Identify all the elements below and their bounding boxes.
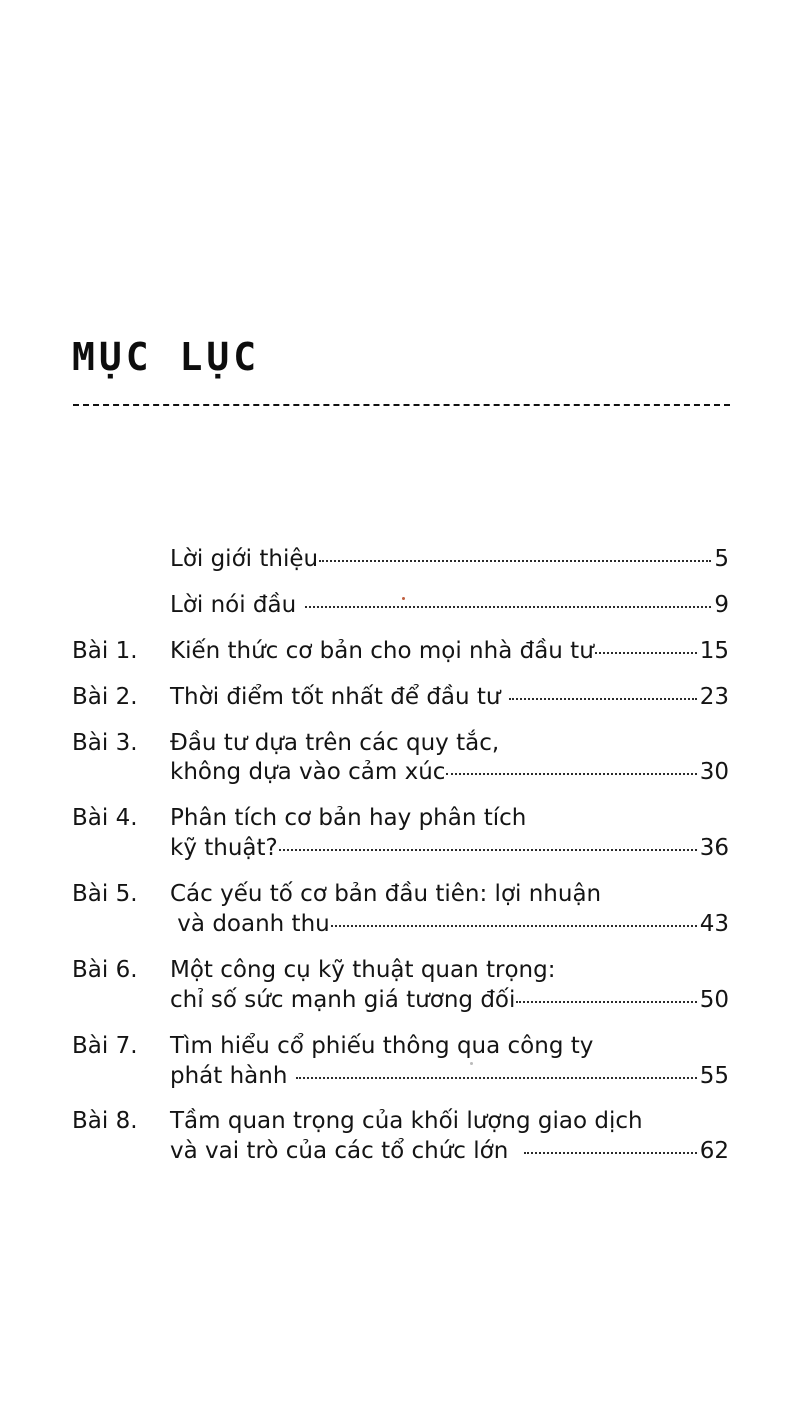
toc-entry-title: Phân tích cơ bản hay phân tích xyxy=(170,805,527,832)
toc-entry[interactable] xyxy=(72,956,729,1016)
toc-leader-dots xyxy=(279,849,697,851)
toc-entry-line xyxy=(170,1062,729,1092)
toc-leader-dots xyxy=(524,1152,697,1154)
toc-page-number: 36 xyxy=(699,835,729,862)
toc-entry-number: Bài 6. xyxy=(72,956,138,983)
toc-entry-line xyxy=(170,637,729,667)
toc-entry-line xyxy=(170,545,729,575)
toc-entry-title: không dựa vào cảm xúc xyxy=(170,759,446,786)
toc-entry-title: Tầm quan trọng của khối lượng giao dịch xyxy=(170,1108,643,1135)
toc-page-number: 62 xyxy=(699,1138,729,1165)
toc-entry-body xyxy=(170,729,729,789)
toc-entry-line xyxy=(170,880,729,910)
toc-entry-title: Thời điểm tốt nhất để đầu tư xyxy=(170,683,508,710)
toc-entry-body xyxy=(170,545,729,575)
scan-speck xyxy=(470,1062,473,1065)
toc-entry-line xyxy=(170,804,729,834)
toc-entry[interactable] xyxy=(72,1107,729,1167)
toc-leader-dots xyxy=(331,925,697,927)
toc-entry-title: Một công cụ kỹ thuật quan trọng: xyxy=(170,956,556,983)
toc-entry-line xyxy=(170,591,729,621)
toc-entry-number: Bài 1. xyxy=(72,637,138,664)
scan-speck xyxy=(402,597,405,600)
toc-entry-title: chỉ số sức mạnh giá tương đối xyxy=(170,986,516,1013)
toc-entry-body xyxy=(170,683,729,713)
toc-entry-title: Đầu tư dựa trên các quy tắc, xyxy=(170,729,500,756)
toc-leader-dots xyxy=(595,652,697,654)
toc-entry-line xyxy=(170,758,729,788)
toc-entry-line xyxy=(170,729,729,759)
toc-entry-line xyxy=(170,834,729,864)
toc-entry-number: Bài 5. xyxy=(72,881,138,908)
toc-entry-title: và vai trò của các tổ chức lớn xyxy=(170,1138,523,1165)
toc-entry-line xyxy=(170,1137,729,1167)
toc-leader-dots xyxy=(516,1001,696,1003)
toc-page-number: 23 xyxy=(699,683,729,710)
title-divider xyxy=(73,404,730,406)
toc-entry[interactable] xyxy=(72,804,729,864)
toc-page-number: 5 xyxy=(714,546,729,572)
toc-entry[interactable] xyxy=(72,637,729,667)
toc-page-number: 15 xyxy=(699,637,729,664)
toc-leader-dots xyxy=(319,560,711,562)
toc-entry-body xyxy=(170,956,729,1016)
toc-entry-body xyxy=(170,1107,729,1167)
toc-entry-number: Bài 7. xyxy=(72,1032,138,1059)
toc-page-number: 43 xyxy=(699,911,729,938)
toc-page-number: 9 xyxy=(714,591,729,618)
toc-entry-title: phát hành xyxy=(170,1062,295,1089)
toc-entry[interactable] xyxy=(72,729,729,789)
toc-leader-dots xyxy=(446,773,696,775)
toc-entry-title: Lời nói đầu xyxy=(170,591,304,618)
toc-leader-dots xyxy=(509,698,697,700)
toc-entry-body xyxy=(170,880,729,940)
toc-entry-title: Các yếu tố cơ bản đầu tiên: lợi nhuận xyxy=(170,881,602,908)
toc-entry-number: Bài 4. xyxy=(72,805,138,832)
toc-entry-line xyxy=(170,986,729,1016)
toc-entry-title: Lời giới thiệu xyxy=(170,546,319,572)
toc-entry-list xyxy=(72,545,729,1183)
toc-entry[interactable] xyxy=(72,591,729,621)
toc-leader-dots xyxy=(305,606,712,608)
toc-entry-body xyxy=(170,591,729,621)
toc-entry-line xyxy=(170,956,729,986)
page-title: MỤC LỤC xyxy=(72,335,261,379)
toc-entry[interactable] xyxy=(72,880,729,940)
toc-entry[interactable] xyxy=(72,545,729,575)
toc-page-number: 30 xyxy=(699,759,729,786)
toc-entry[interactable] xyxy=(72,1032,729,1092)
toc-entry-title: Tìm hiểu cổ phiếu thông qua công ty xyxy=(170,1032,594,1059)
toc-entry-number: Bài 8. xyxy=(72,1108,138,1135)
toc-page-number: 50 xyxy=(699,986,729,1013)
toc-entry-body xyxy=(170,637,729,667)
toc-entry-body xyxy=(170,1032,729,1092)
toc-entry-line xyxy=(170,910,729,940)
toc-entry-title: kỹ thuật? xyxy=(170,835,278,862)
toc-entry-line xyxy=(170,1107,729,1137)
toc-entry-number: Bài 3. xyxy=(72,729,138,756)
toc-entry-line xyxy=(170,1032,729,1062)
toc-entry-body xyxy=(170,804,729,864)
toc-entry-number: Bài 2. xyxy=(72,683,138,710)
toc-page-number: 55 xyxy=(699,1062,729,1089)
toc-leader-dots xyxy=(296,1077,697,1079)
toc-entry-line xyxy=(170,683,729,713)
toc-entry-title: và doanh thu xyxy=(170,911,330,938)
toc-entry[interactable] xyxy=(72,683,729,713)
toc-entry-title: Kiến thức cơ bản cho mọi nhà đầu tư xyxy=(170,637,594,664)
